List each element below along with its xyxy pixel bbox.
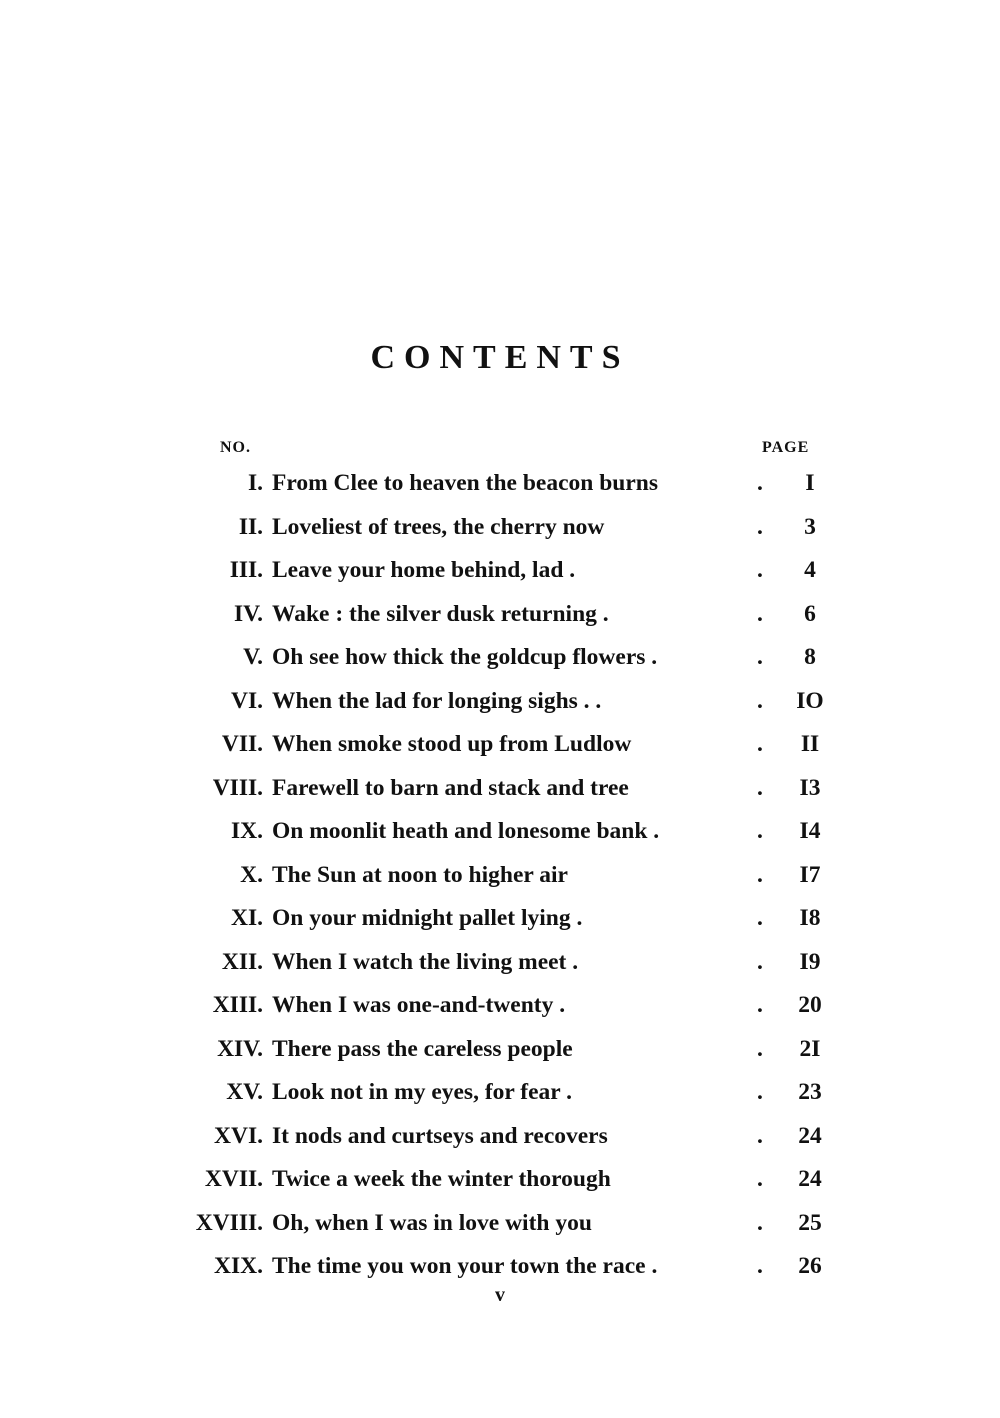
entry-title: The Sun at noon to higher air	[272, 861, 568, 888]
entry-title: Oh, when I was in love with you	[272, 1209, 592, 1236]
contents-entry	[0, 1115, 1000, 1159]
contents-entry	[0, 984, 1000, 1028]
entry-number: V.	[243, 644, 263, 670]
contents-entry	[0, 1028, 1000, 1072]
entry-title: There pass the careless people	[272, 1035, 573, 1062]
entry-page: I7	[799, 861, 821, 888]
contents-entry	[0, 593, 1000, 637]
leader-dot: .	[757, 948, 763, 975]
entry-number: III.	[229, 557, 263, 583]
entry-title: The time you won your town the race .	[272, 1253, 658, 1279]
entry-number: XII.	[221, 948, 263, 975]
entry-page: 3	[804, 513, 816, 540]
entry-title: On your midnight pallet lying .	[272, 905, 583, 931]
contents-entry	[0, 506, 1000, 550]
entry-number: VII.	[221, 731, 263, 757]
entry-number: X.	[240, 861, 263, 888]
entry-page: 24	[798, 1166, 822, 1192]
entry-number: XI.	[231, 905, 263, 931]
leader-dot: .	[757, 774, 763, 801]
entry-title: Oh see how thick the goldcup flowers .	[272, 644, 658, 670]
entry-title: When smoke stood up from Ludlow	[272, 731, 632, 757]
page-title: CONTENTS	[370, 339, 630, 376]
contents-entry	[0, 1071, 1000, 1115]
entry-number: XIII.	[212, 992, 263, 1018]
entry-title: It nods and curtseys and recovers	[272, 1122, 608, 1149]
entry-page: I3	[799, 774, 821, 801]
entry-page: 24	[798, 1122, 822, 1149]
entry-page: 2I	[799, 1035, 821, 1062]
contents-entry	[0, 1202, 1000, 1246]
leader-dot: .	[757, 470, 763, 496]
entry-number: XV.	[226, 1079, 263, 1105]
leader-dot: .	[757, 557, 763, 583]
entry-number: II.	[238, 513, 263, 540]
column-header-page: PAGE	[762, 439, 810, 456]
entry-page: 20	[798, 992, 822, 1018]
leader-dot: .	[757, 992, 763, 1018]
leader-dot: .	[757, 731, 763, 757]
leader-dot: .	[757, 861, 763, 888]
entry-title: When the lad for longing sighs . .	[272, 687, 602, 714]
entry-title: Wake : the silver dusk returning .	[272, 600, 609, 627]
entry-number: XVI.	[214, 1122, 263, 1149]
entry-page: 23	[798, 1079, 822, 1105]
entry-page: 4	[804, 557, 816, 583]
entry-title: When I watch the living meet .	[272, 948, 579, 975]
entry-number: XIV.	[217, 1035, 263, 1062]
entry-title: Twice a week the winter thorough	[272, 1166, 611, 1192]
entry-page: I8	[799, 905, 821, 931]
entry-number: I.	[247, 470, 263, 496]
entry-page: II	[800, 731, 820, 757]
entry-page: 8	[804, 644, 816, 670]
entry-title: Leave your home behind, lad .	[272, 557, 576, 583]
contents-entry	[0, 680, 1000, 724]
leader-dot: .	[757, 1253, 763, 1279]
leader-dot: .	[757, 513, 763, 540]
entry-title: Loveliest of trees, the cherry now	[272, 513, 605, 540]
leader-dot: .	[757, 600, 763, 627]
contents-entry	[0, 462, 1000, 506]
leader-dot: .	[757, 1166, 763, 1192]
entry-title: Look not in my eyes, for fear .	[272, 1079, 573, 1105]
entry-page: IO	[796, 687, 824, 714]
leader-dot: .	[757, 1209, 763, 1236]
entry-page: I9	[799, 948, 821, 975]
entry-number: XIX.	[214, 1253, 263, 1279]
leader-dot: .	[757, 687, 763, 714]
entry-number: IX.	[231, 818, 263, 844]
leader-dot: .	[757, 1035, 763, 1062]
entry-page: I4	[799, 818, 821, 844]
entry-title: On moonlit heath and lonesome bank .	[272, 818, 660, 844]
page-folio: v	[495, 1284, 505, 1306]
contents-entry	[0, 810, 1000, 854]
entry-page: 25	[798, 1209, 822, 1236]
contents-entry	[0, 854, 1000, 898]
leader-dot: .	[757, 818, 763, 844]
entry-number: VIII.	[212, 774, 263, 801]
contents-entry	[0, 636, 1000, 680]
entry-page: 6	[804, 600, 816, 627]
contents-entry	[0, 1245, 1000, 1289]
entry-page: I	[805, 470, 815, 496]
entry-number: VI.	[231, 687, 263, 714]
contents-entry	[0, 897, 1000, 941]
contents-entry	[0, 549, 1000, 593]
column-header-number: NO.	[220, 439, 251, 456]
contents-list	[0, 462, 1000, 1289]
entry-title: From Clee to heaven the beacon burns	[272, 470, 658, 496]
leader-dot: .	[757, 905, 763, 931]
entry-number: IV.	[234, 600, 263, 627]
contents-entry	[0, 941, 1000, 985]
leader-dot: .	[757, 644, 763, 670]
contents-entry	[0, 723, 1000, 767]
leader-dot: .	[757, 1122, 763, 1149]
entry-page: 26	[798, 1253, 822, 1279]
entry-number: XVII.	[204, 1166, 263, 1192]
contents-entry	[0, 1158, 1000, 1202]
entry-number: XVIII.	[195, 1209, 263, 1236]
entry-title: When I was one-and-twenty .	[272, 992, 566, 1018]
leader-dot: .	[757, 1079, 763, 1105]
entry-title: Farewell to barn and stack and tree	[272, 774, 629, 801]
contents-entry	[0, 767, 1000, 811]
